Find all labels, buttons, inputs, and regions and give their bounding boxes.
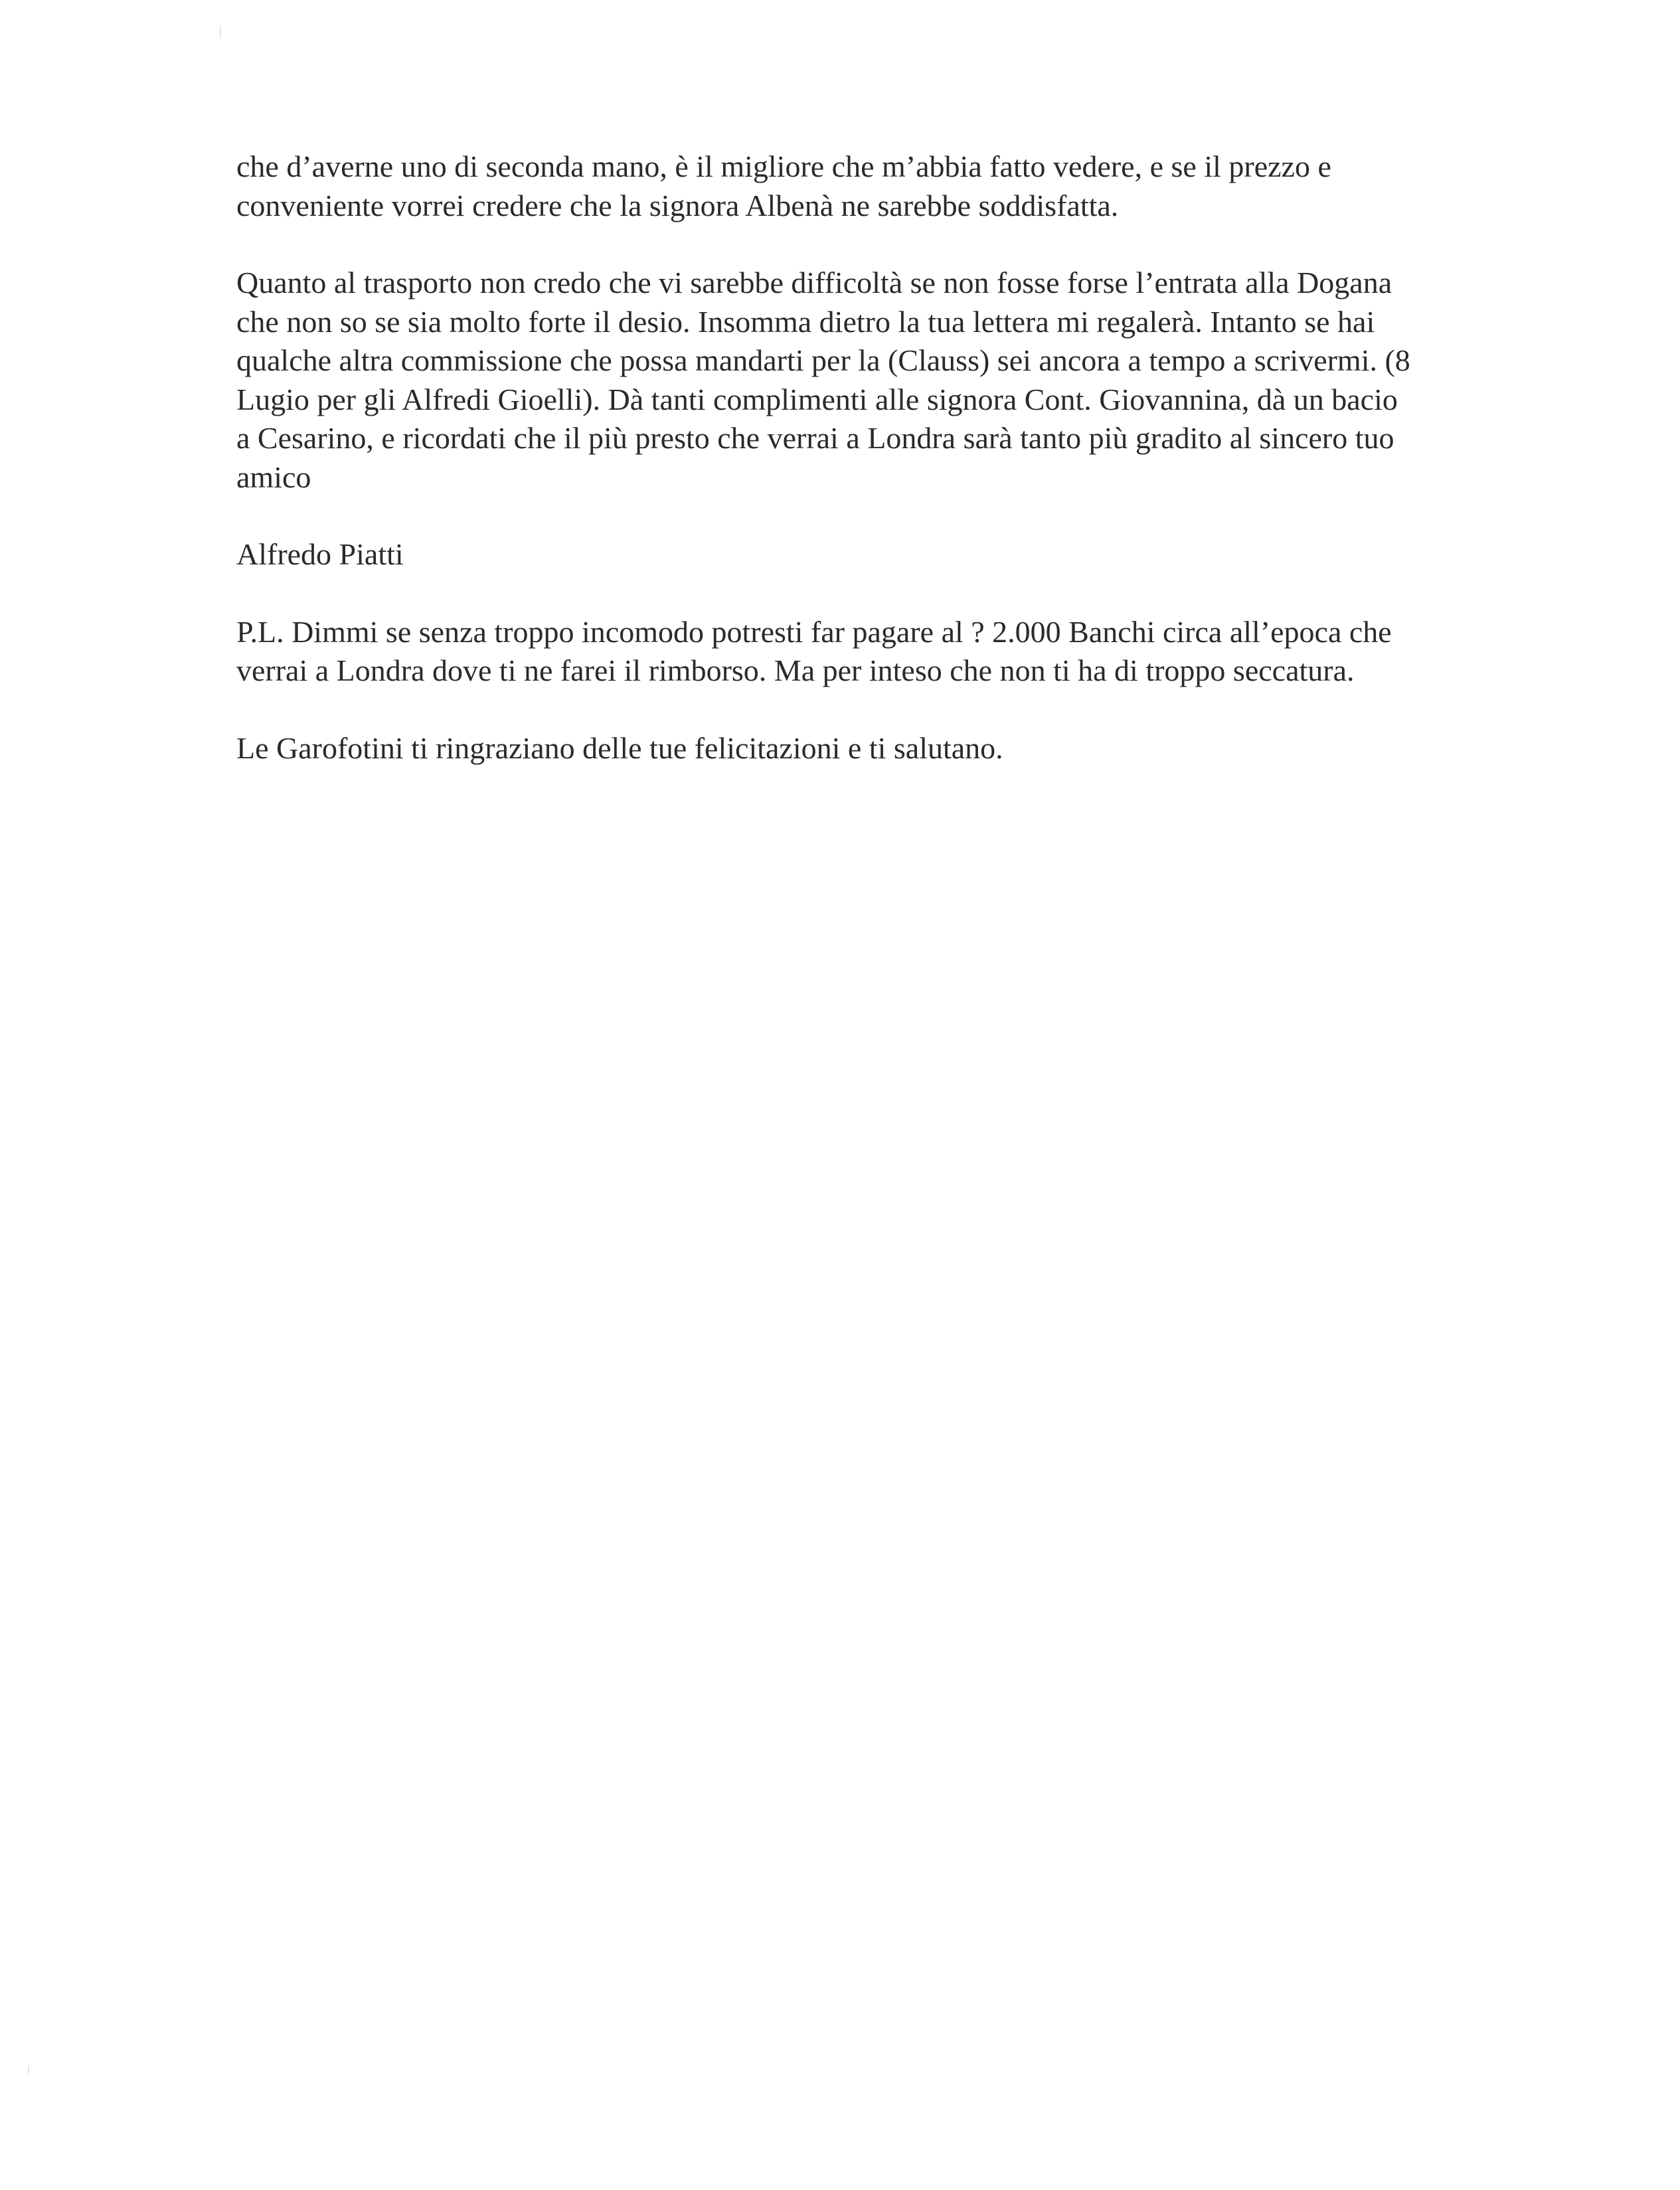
text-line: Le Garofotini ti ringraziano delle tue felicitazioni e ti salutano. <box>236 730 1003 765</box>
paragraph-transport <box>236 264 1531 497</box>
paragraph-postscript <box>236 613 1531 691</box>
text-line: a Cesarino, e ricordati che il più presto che verrai a Londra sarà tanto più gradito al sincero tuo <box>236 421 1394 455</box>
text-line: qualche altra commissione che possa mandarti per la (Clauss) sei ancora a tempo a scrivermi. (8 <box>236 343 1410 377</box>
paragraph-purchase <box>236 147 1531 225</box>
paragraph-closing <box>236 729 1531 768</box>
text-line: Quanto al trasporto non credo che vi sarebbe difficoltà se non fosse forse l’entrata alla Dogana <box>236 266 1392 299</box>
text-line: conveniente vorrei credere che la signora Albenà ne sarebbe soddisfatta. <box>236 188 1119 222</box>
text-line: che d’averne uno di seconda mano, è il migliore che m’abbia fatto vedere, e se il prezzo e <box>236 149 1331 183</box>
scan-artifact-top <box>220 27 221 37</box>
text-line: che non so se sia molto forte il desio. Insomma dietro la tua lettera mi regalerà. Intanto se hai <box>236 304 1375 339</box>
letter-body <box>236 147 1531 806</box>
signature <box>236 535 1531 574</box>
text-line: P.L. Dimmi se senza troppo incomodo potresti far pagare al ? 2.000 Banchi circa all’epoca che <box>236 614 1392 649</box>
signature-name: Alfredo Piatti <box>236 537 404 571</box>
text-line: verrai a Londra dove ti ne farei il rimborso. Ma per inteso che non ti ha di troppo seccatura. <box>236 653 1355 687</box>
scan-artifact-bottom <box>28 2065 29 2074</box>
text-line: Lugio per gli Alfredi Gioelli). Dà tanti complimenti alle signora Cont. Giovannina, dà un bacio <box>236 382 1398 416</box>
text-line: amico <box>236 460 311 494</box>
